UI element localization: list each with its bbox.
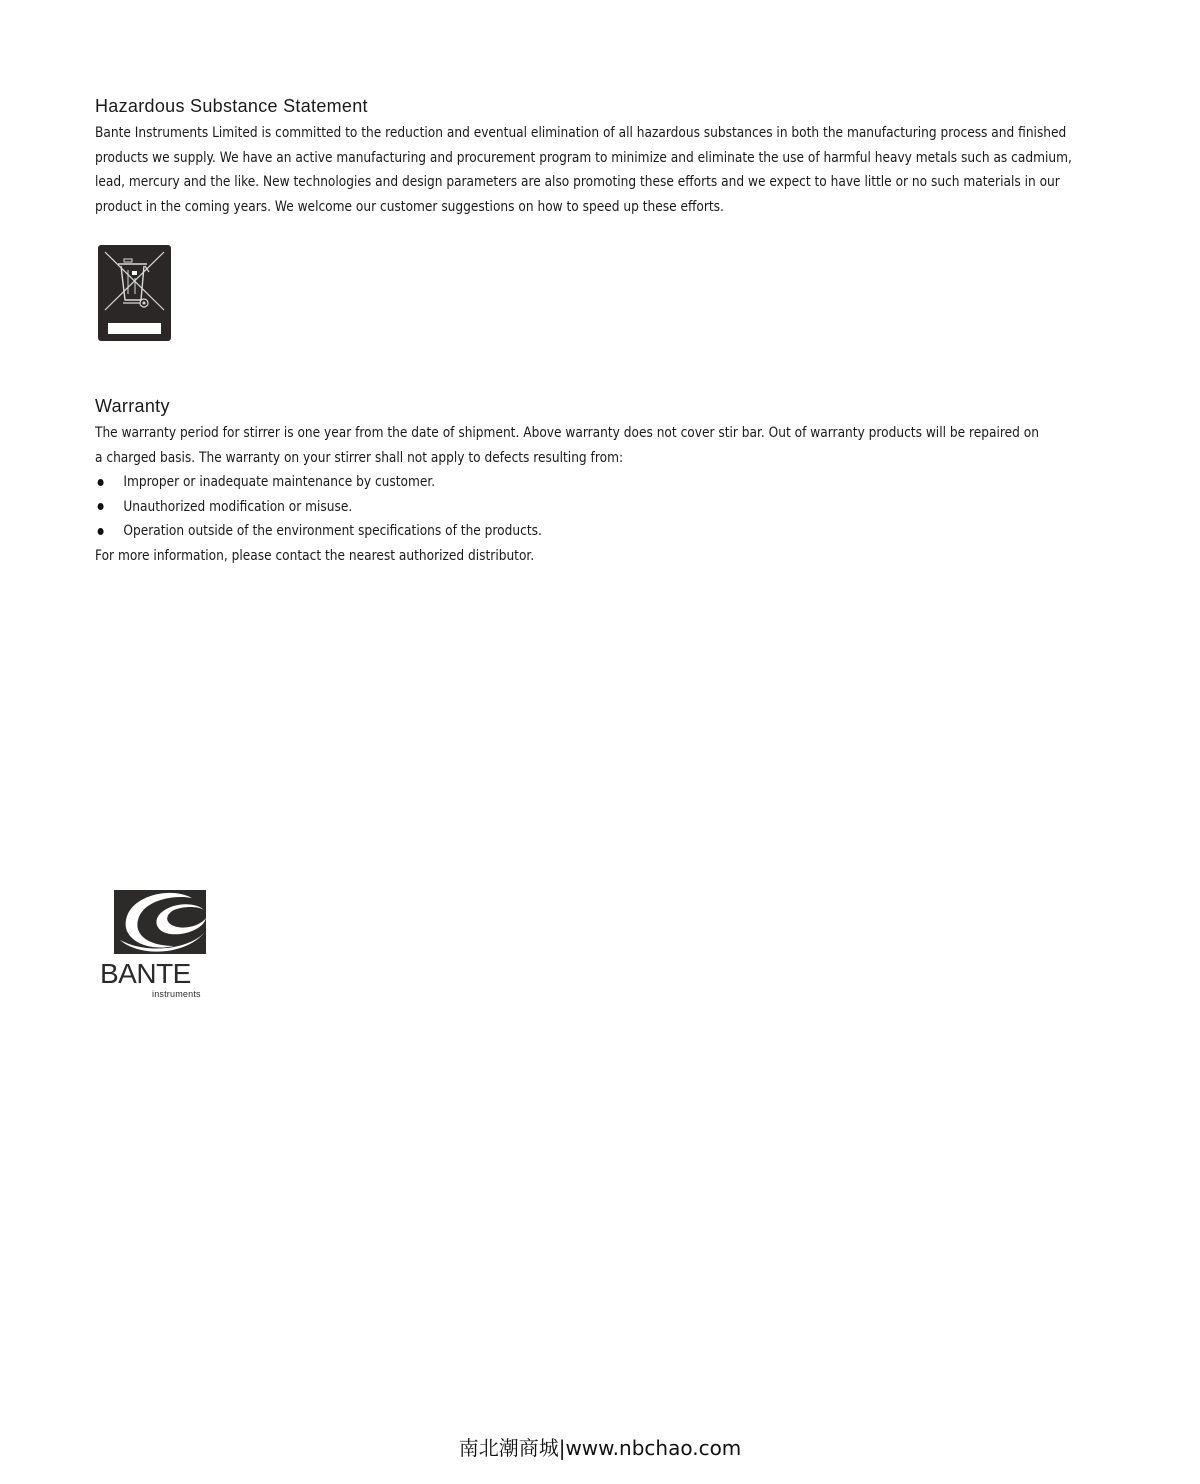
list-item — [95, 470, 1115, 495]
bante-logo-mark-icon — [100, 888, 224, 958]
warranty-closing: For more information, please contact the nearest authorized distributor. — [95, 547, 535, 564]
warranty-section — [95, 396, 1115, 568]
logo-subtitle: instruments — [152, 989, 201, 999]
list-item — [95, 519, 1115, 544]
warranty-line: a charged basis. The warranty on your stirrer shall not apply to defects resulting from: — [95, 449, 624, 466]
hazard-line: lead, mercury and the like. New technologies and design parameters are also promoting these efforts and we expect to have little or no such materials in our — [95, 174, 1060, 190]
warranty-paragraph — [95, 421, 1115, 568]
warranty-heading: Warranty — [95, 396, 170, 416]
hazard-line: products we supply. We have an active manufacturing and procurement program to minimize and eliminate the use of harmful heavy metals such as cadmium, — [95, 149, 1072, 166]
weee-bin-icon — [97, 244, 172, 342]
bante-logo — [100, 888, 224, 1000]
hazard-paragraph — [95, 121, 1115, 219]
warranty-exclusions-list — [95, 470, 1115, 544]
list-item-text: Unauthorized modification or misuse. — [123, 498, 353, 515]
logo-wordmark: BANTE — [100, 958, 191, 989]
list-item — [95, 495, 1115, 520]
bullet-icon — [98, 479, 104, 486]
list-item-text: Operation outside of the environment specifications of the products. — [123, 523, 542, 539]
hazard-line: product in the coming years. We welcome our customer suggestions on how to speed up these efforts. — [95, 198, 724, 215]
footer-watermark: 南北潮商城|www.nbchao.com — [458, 1436, 742, 1460]
bullet-icon — [98, 503, 104, 510]
hazardous-substance-section — [95, 96, 1115, 219]
hazard-line: Bante Instruments Limited is committed to the reduction and eventual elimination of all hazardous substances in both the manufacturing process and finished — [95, 125, 1067, 141]
bullet-icon — [98, 528, 104, 535]
hazard-heading: Hazardous Substance Statement — [95, 96, 368, 116]
warranty-line: The warranty period for stirrer is one year from the date of shipment. Above warranty does not cover stir bar. Out of warranty products will be repaired on — [95, 425, 1039, 441]
list-item-text: Improper or inadequate maintenance by customer. — [123, 474, 436, 490]
